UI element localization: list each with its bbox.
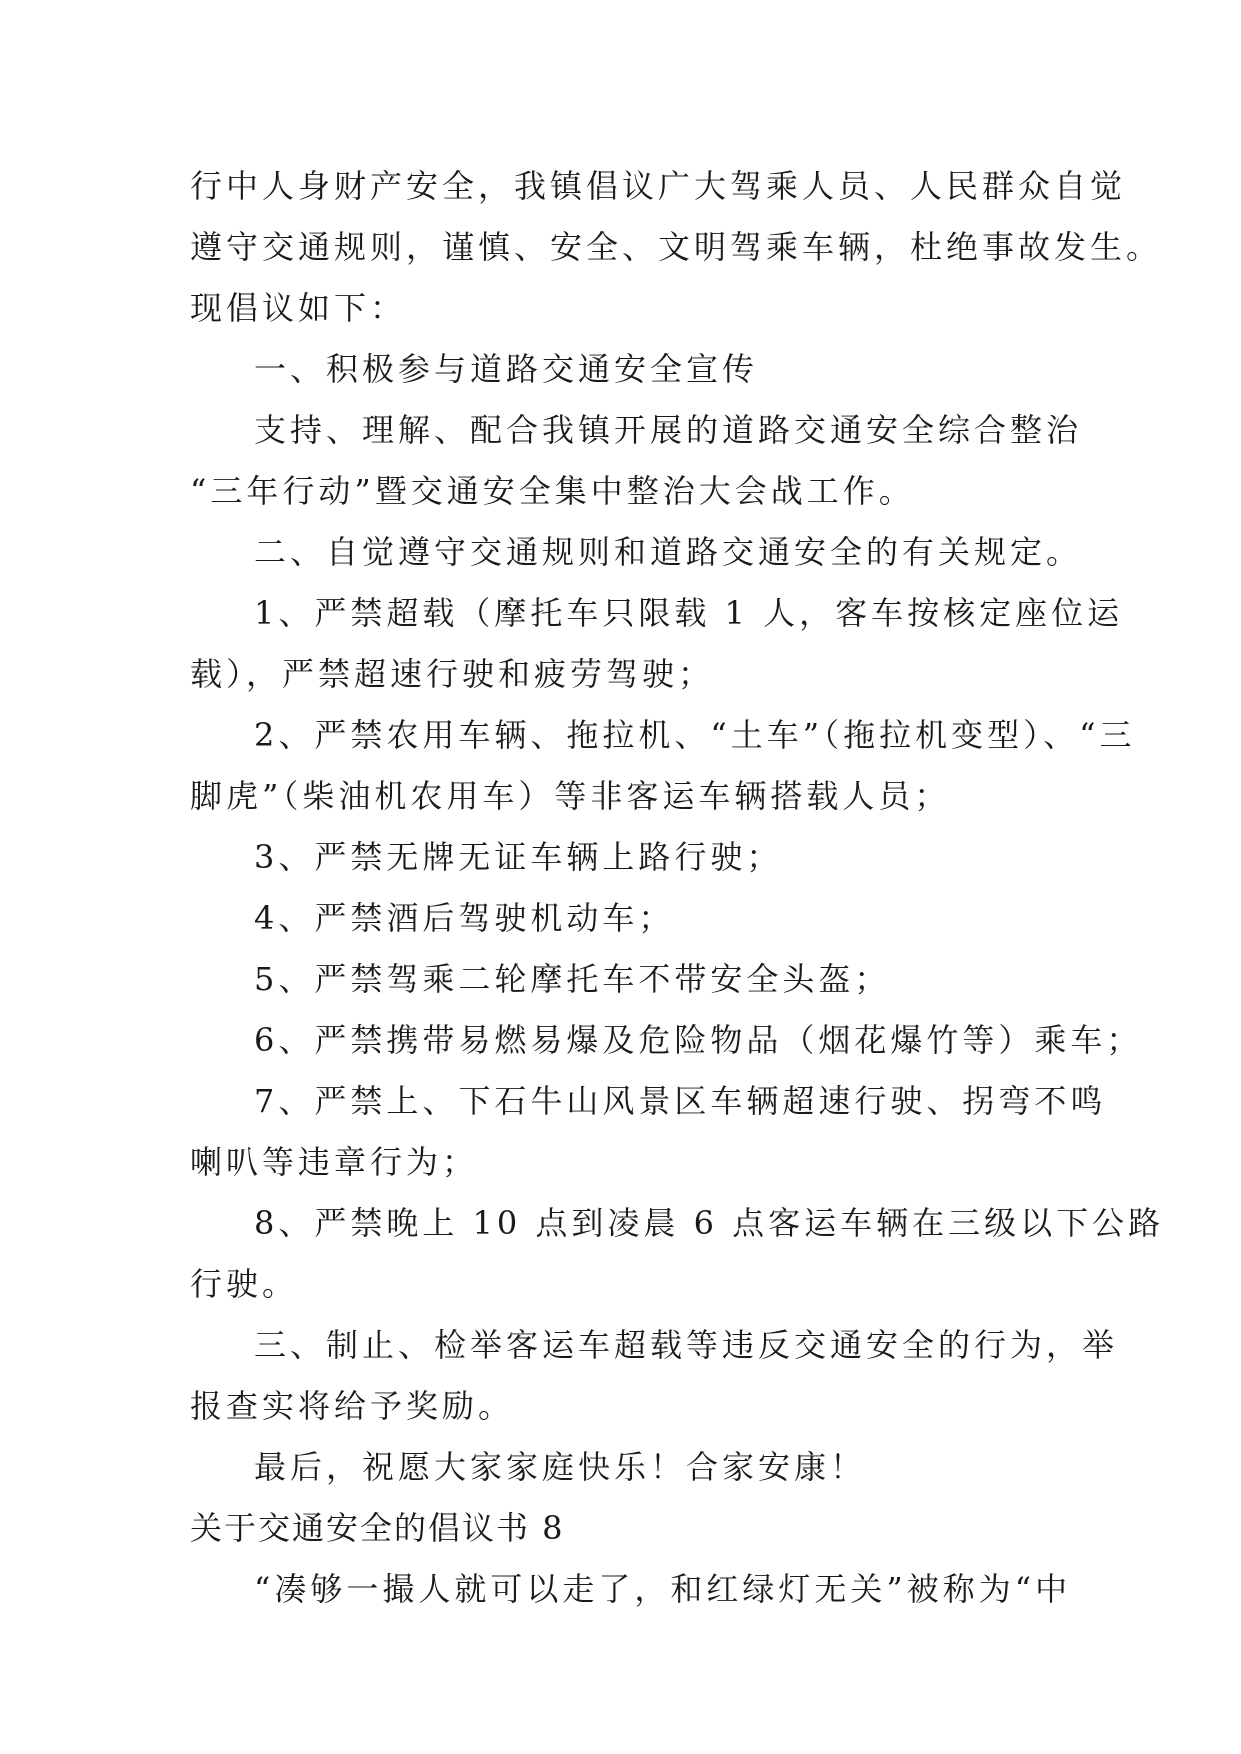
list-item-2-cont: 脚虎”（柴油机农用车）等非客运车辆搭载人员； xyxy=(190,777,951,815)
body-line: 遵守交通规则，谨慎、安全、文明驾乘车辆，杜绝事故发生。 xyxy=(190,228,1163,266)
list-item-8-cont: 行驶。 xyxy=(190,1265,299,1303)
list-item-2: 2、严禁农用车辆、拖拉机、“土车”（拖拉机变型）、“三 xyxy=(254,716,1136,754)
list-item-4: 4、严禁酒后驾驶机动车； xyxy=(254,899,675,937)
list-item-1: 1、严禁超载（摩托车只限载 1 人，客车按核定座位运 xyxy=(254,594,1124,632)
section-heading-2: 二、自觉遵守交通规则和道路交通安全的有关规定。 xyxy=(254,533,1083,571)
document-title-8: 关于交通安全的倡议书 8 xyxy=(190,1509,565,1547)
list-item-6: 6、严禁携带易燃易爆及危险物品（烟花爆竹等）乘车； xyxy=(254,1021,1143,1059)
list-item-7-cont: 喇叭等违章行为； xyxy=(190,1143,479,1181)
body-line: 支持、理解、配合我镇开展的道路交通安全综合整治 xyxy=(254,411,1083,449)
section-heading-3: 三、制止、检举客运车超载等违反交通安全的行为，举 xyxy=(254,1326,1119,1364)
section-heading-1: 一、积极参与道路交通安全宣传 xyxy=(254,350,759,388)
list-item-3: 3、严禁无牌无证车辆上路行驶； xyxy=(254,838,783,876)
section-heading-3-cont: 报查实将给予奖励。 xyxy=(190,1387,515,1425)
list-item-5: 5、严禁驾乘二轮摩托车不带安全头盔； xyxy=(254,960,891,998)
list-item-1-cont: 载），严禁超速行驶和疲劳驾驶； xyxy=(190,655,715,693)
body-line: 行中人身财产安全，我镇倡议广大驾乘人员、人民群众自觉 xyxy=(190,167,1127,205)
body-line: “三年行动”暨交通安全集中整治大会战工作。 xyxy=(190,472,915,510)
list-item-7: 7、严禁上、下石牛山风景区车辆超速行驶、拐弯不鸣 xyxy=(254,1082,1107,1120)
closing-line: 最后，祝愿大家家庭快乐！合家安康！ xyxy=(254,1448,867,1486)
list-item-8: 8、严禁晚上 10 点到凌晨 6 点客运车辆在三级以下公路 xyxy=(254,1204,1165,1242)
document-body xyxy=(190,156,1165,1620)
body-line: 现倡议如下： xyxy=(190,289,407,327)
body-line: “凑够一撮人就可以走了，和红绿灯无关”被称为“中 xyxy=(254,1570,1072,1608)
